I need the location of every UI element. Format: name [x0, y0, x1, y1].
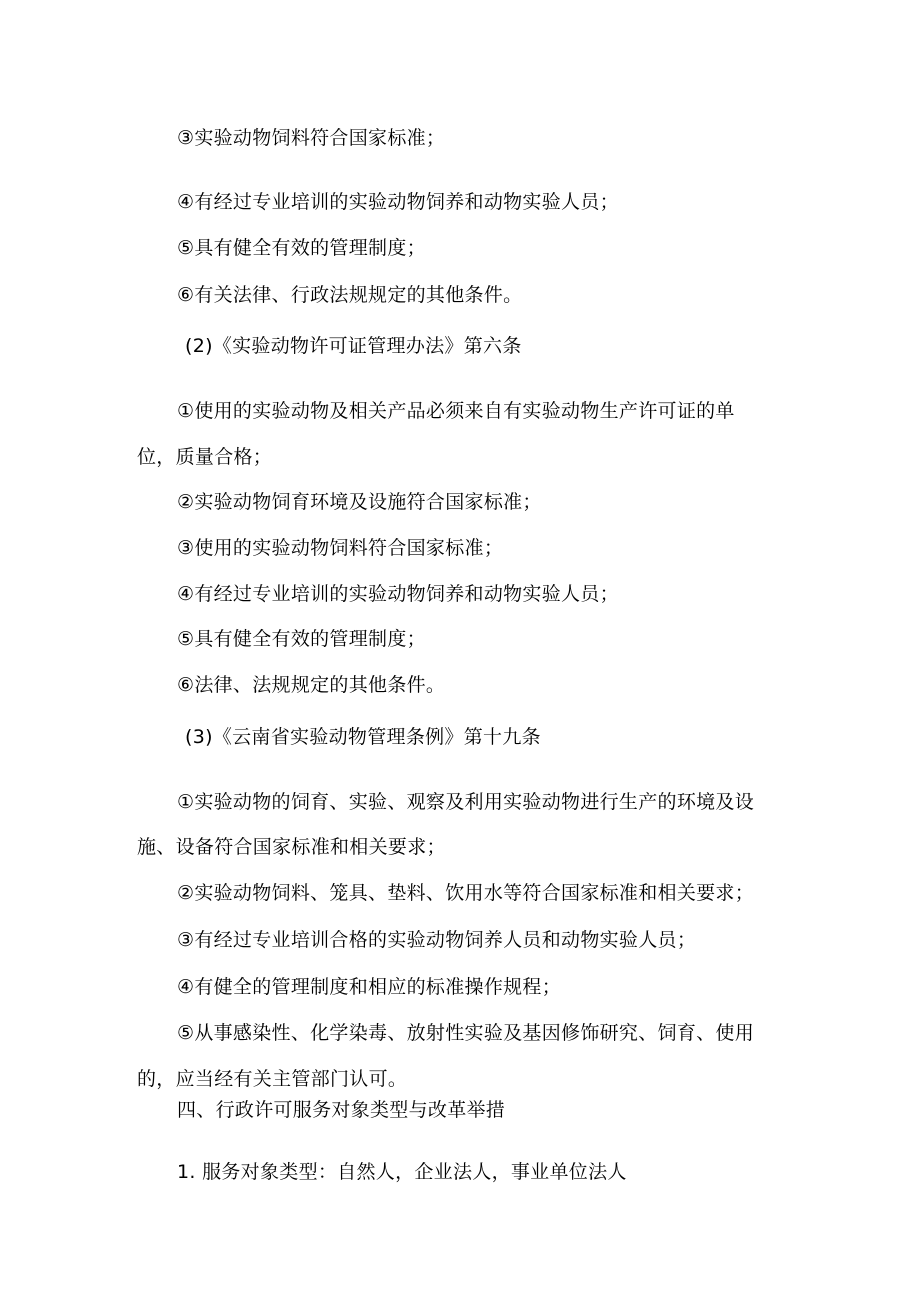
section-heading-four: 四、行政许可服务对象类型与改革举措: [177, 1099, 506, 1121]
item-1-line-2: 位，质量合格；: [137, 446, 273, 468]
item-2: ②实验动物饲育环境及设施符合国家标准；: [177, 491, 542, 513]
item-5: ⑤具有健全有效的管理制度；: [177, 628, 426, 650]
item-1-line-1: ①使用的实验动物及相关产品必须来自有实验动物生产许可证的单: [177, 400, 735, 422]
item-4: ④有经过专业培训的实验动物饲养和动物实验人员；: [177, 583, 619, 605]
yunnan-item-1-line-1: ①实验动物的饲育、实验、观察及利用实验动物进行生产的环境及设: [177, 791, 755, 813]
condition-5-management: ⑤具有健全有效的管理制度；: [177, 237, 426, 259]
condition-6-other: ⑥有关法律、行政法规规定的其他条件。: [177, 284, 523, 306]
service-object-types: 1. 服务对象类型：自然人，企业法人，事业单位法人: [177, 1161, 627, 1183]
yunnan-item-5-line-1: ⑤从事感染性、化学染毒、放射性实验及基因修饰研究、饲育、使用: [177, 1022, 755, 1044]
condition-3-feed: ③实验动物饲料符合国家标准；: [177, 127, 446, 149]
yunnan-item-1-line-2: 施、设备符合国家标准和相关要求；: [137, 836, 446, 858]
yunnan-item-3: ③有经过专业培训合格的实验动物饲养人员和动物实验人员；: [177, 929, 697, 951]
section-heading-3: (3)《云南省实验动物管理条例》第十九条: [185, 726, 541, 748]
yunnan-item-5-line-2: 的，应当经有关主管部门认可。: [137, 1068, 408, 1090]
yunnan-item-4: ④有健全的管理制度和相应的标准操作规程；: [177, 976, 562, 998]
section-heading-2: (2)《实验动物许可证管理办法》第六条: [185, 335, 522, 357]
yunnan-item-2: ②实验动物饲料、笼具、垫料、饮用水等符合国家标准和相关要求；: [177, 882, 755, 904]
item-3: ③使用的实验动物饲料符合国家标准；: [177, 537, 504, 559]
item-6: ⑥法律、法规规定的其他条件。: [177, 674, 446, 696]
condition-4-staff: ④有经过专业培训的实验动物饲养和动物实验人员；: [177, 191, 619, 213]
